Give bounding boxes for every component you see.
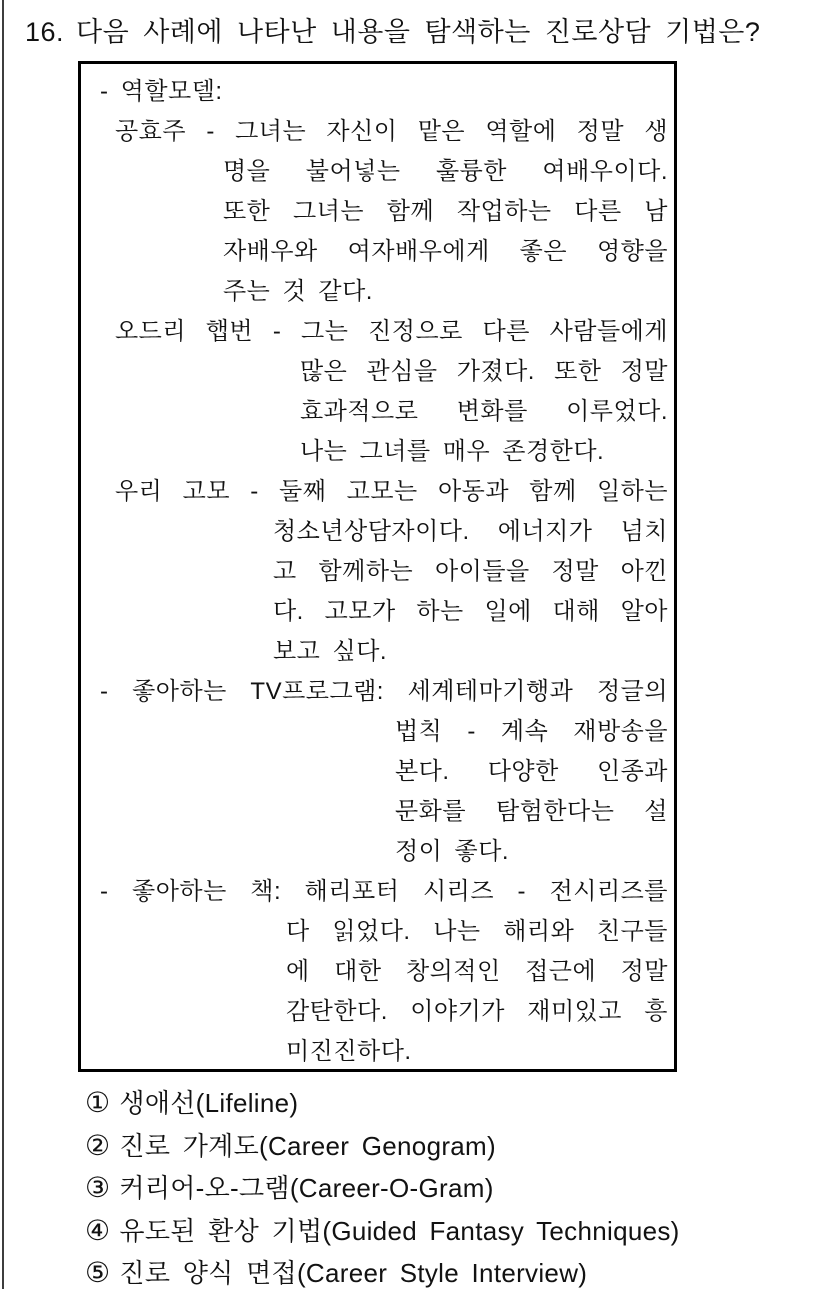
- case-line: 다 읽었다. 나는 해리와 친구들: [286, 918, 668, 945]
- column-divider-line: [2, 0, 4, 1289]
- case-line: 다. 고모가 하는 일에 대해 알아: [273, 598, 668, 625]
- answer-option: [85, 1125, 680, 1168]
- case-line: 미진진하다.: [286, 1038, 412, 1065]
- case-box: [78, 61, 677, 1072]
- case-line: 자배우와 여자배우에게 좋은 영향을: [223, 238, 668, 265]
- answer-options: [85, 1082, 680, 1289]
- case-line: 공효주 - 그녀는 자신이 맡은 역할에 정말 생: [115, 118, 668, 145]
- option-number-icon: ③: [85, 1172, 111, 1203]
- case-line: 법칙 - 계속 재방송을: [395, 718, 668, 745]
- case-line: 오드리 햅번 - 그는 진정으로 다른 사람들에게: [115, 318, 668, 345]
- answer-option: [85, 1210, 680, 1253]
- case-line: 정이 좋다.: [395, 838, 510, 865]
- option-label: 커리어-오-그램(Career-O-Gram): [119, 1173, 494, 1203]
- case-line: 문화를 탐험한다는 설: [395, 798, 668, 825]
- option-number-icon: ②: [85, 1129, 111, 1161]
- option-label: 유도된 환상 기법(Guided Fantasy Techniques): [119, 1215, 680, 1246]
- option-number-icon: ⑤: [85, 1257, 111, 1288]
- option-label: 생애선(Lifeline): [119, 1088, 299, 1118]
- case-line: 청소년상담자이다. 에너지가 넘치: [273, 518, 668, 545]
- case-line: - 역할모델:: [100, 78, 223, 105]
- answer-option: [85, 1167, 680, 1210]
- case-line: - 좋아하는 TV프로그램: 세계테마기행과 정글의: [100, 678, 668, 705]
- case-line: 명을 불어넣는 훌륭한 여배우이다.: [223, 158, 668, 185]
- case-line: - 좋아하는 책: 해리포터 시리즈 - 전시리즈를: [100, 878, 668, 905]
- option-label: 진로 양식 면접(Career Style Interview): [119, 1258, 588, 1288]
- case-line: 보고 싶다.: [273, 638, 388, 665]
- case-line: 우리 고모 - 둘째 고모는 아동과 함께 일하는: [115, 478, 668, 505]
- answer-option: [85, 1252, 680, 1289]
- case-line: 효과적으로 변화를 이루었다.: [300, 398, 668, 425]
- case-line: 본다. 다양한 인종과: [395, 758, 668, 785]
- case-line: 많은 관심을 가졌다. 또한 정말: [300, 358, 668, 385]
- case-line: 나는 그녀를 매우 존경한다.: [300, 438, 605, 465]
- case-line: 감탄한다. 이야기가 재미있고 흥: [286, 998, 668, 1025]
- case-line: 에 대한 창의적인 접근에 정말: [286, 958, 668, 985]
- option-number-icon: ④: [85, 1214, 111, 1246]
- option-label: 진로 가계도(Career Genogram): [119, 1130, 496, 1161]
- case-line: 주는 것 같다.: [223, 278, 373, 305]
- case-line: 고 함께하는 아이들을 정말 아낀: [273, 558, 668, 585]
- case-line: 또한 그녀는 함께 작업하는 다른 남: [223, 198, 668, 225]
- question-heading: [25, 10, 760, 49]
- question-number: 16.: [25, 17, 65, 47]
- question-title: 다음 사례에 나타난 내용을 탐색하는 진로상담 기법은?: [76, 17, 761, 47]
- option-number-icon: ①: [85, 1087, 111, 1118]
- answer-option: [85, 1082, 680, 1125]
